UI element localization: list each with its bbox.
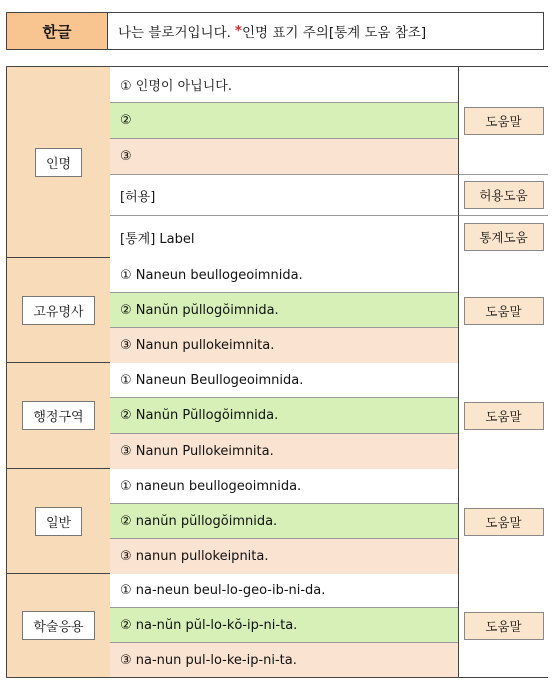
list-item: ② na-nŭn pŭl-lo-kŏ-ip-ni-ta. bbox=[110, 608, 458, 643]
group-label: 고유명사 bbox=[22, 296, 94, 325]
group-label: 일반 bbox=[35, 507, 82, 536]
header-notice: 인명 표기 주의[통계 도움 참조] bbox=[241, 25, 427, 41]
list-item: ② Nanŭn Pŭllogŏimnida. bbox=[110, 398, 458, 434]
list-item: [통계] Label bbox=[110, 216, 458, 258]
list-item: ③ Nanun pullokeimnita. bbox=[110, 328, 458, 363]
help-button[interactable]: 도움말 bbox=[464, 508, 544, 536]
help-button[interactable]: 도움말 bbox=[464, 612, 544, 640]
header-text-area bbox=[108, 13, 543, 49]
group-general bbox=[7, 469, 547, 574]
list-item: ① naneun beullogeoimnida. bbox=[110, 469, 458, 504]
list-item: ① 인명이 아닙니다. bbox=[110, 67, 458, 103]
list-item: ③ na-nun pul-lo-ke-ip-ni-ta. bbox=[110, 643, 458, 677]
list-item: ② bbox=[110, 103, 458, 139]
group-person-name bbox=[7, 67, 547, 258]
header-notice-mark: * bbox=[234, 23, 242, 39]
list-item: ③ Nanun Pullokeimnita. bbox=[110, 434, 458, 469]
group-admin-district bbox=[7, 363, 547, 469]
romanization-table bbox=[6, 66, 548, 678]
header-input-text: 나는 블로거입니다. bbox=[118, 25, 231, 41]
group-academic bbox=[7, 574, 547, 677]
help-button[interactable]: 도움말 bbox=[464, 402, 544, 430]
list-item: ① Naneun beullogeoimnida. bbox=[110, 258, 458, 293]
group-label: 행정구역 bbox=[22, 401, 94, 430]
group-label: 인명 bbox=[35, 148, 82, 177]
help-button[interactable]: 도움말 bbox=[464, 107, 544, 135]
list-item: [허용] bbox=[110, 175, 458, 216]
list-item: ② nanŭn pŭllogŏimnida. bbox=[110, 504, 458, 539]
header-label: 한글 bbox=[7, 13, 108, 49]
list-item: ② Nanŭn pŭllogŏimnida. bbox=[110, 293, 458, 328]
list-item: ③ bbox=[110, 139, 458, 175]
group-proper-noun bbox=[7, 258, 547, 363]
list-item: ① Naneun Beullogeoimnida. bbox=[110, 363, 458, 398]
list-item: ① na-neun beul-lo-geo-ib-ni-da. bbox=[110, 574, 458, 608]
list-item: ③ nanun pullokeipnita. bbox=[110, 539, 458, 574]
header-bar bbox=[6, 12, 544, 50]
allow-help-button[interactable]: 허용도움 bbox=[464, 181, 544, 209]
help-button[interactable]: 도움말 bbox=[464, 297, 544, 325]
group-label: 학술응용 bbox=[22, 611, 94, 640]
stats-help-button[interactable]: 통계도움 bbox=[464, 223, 544, 251]
